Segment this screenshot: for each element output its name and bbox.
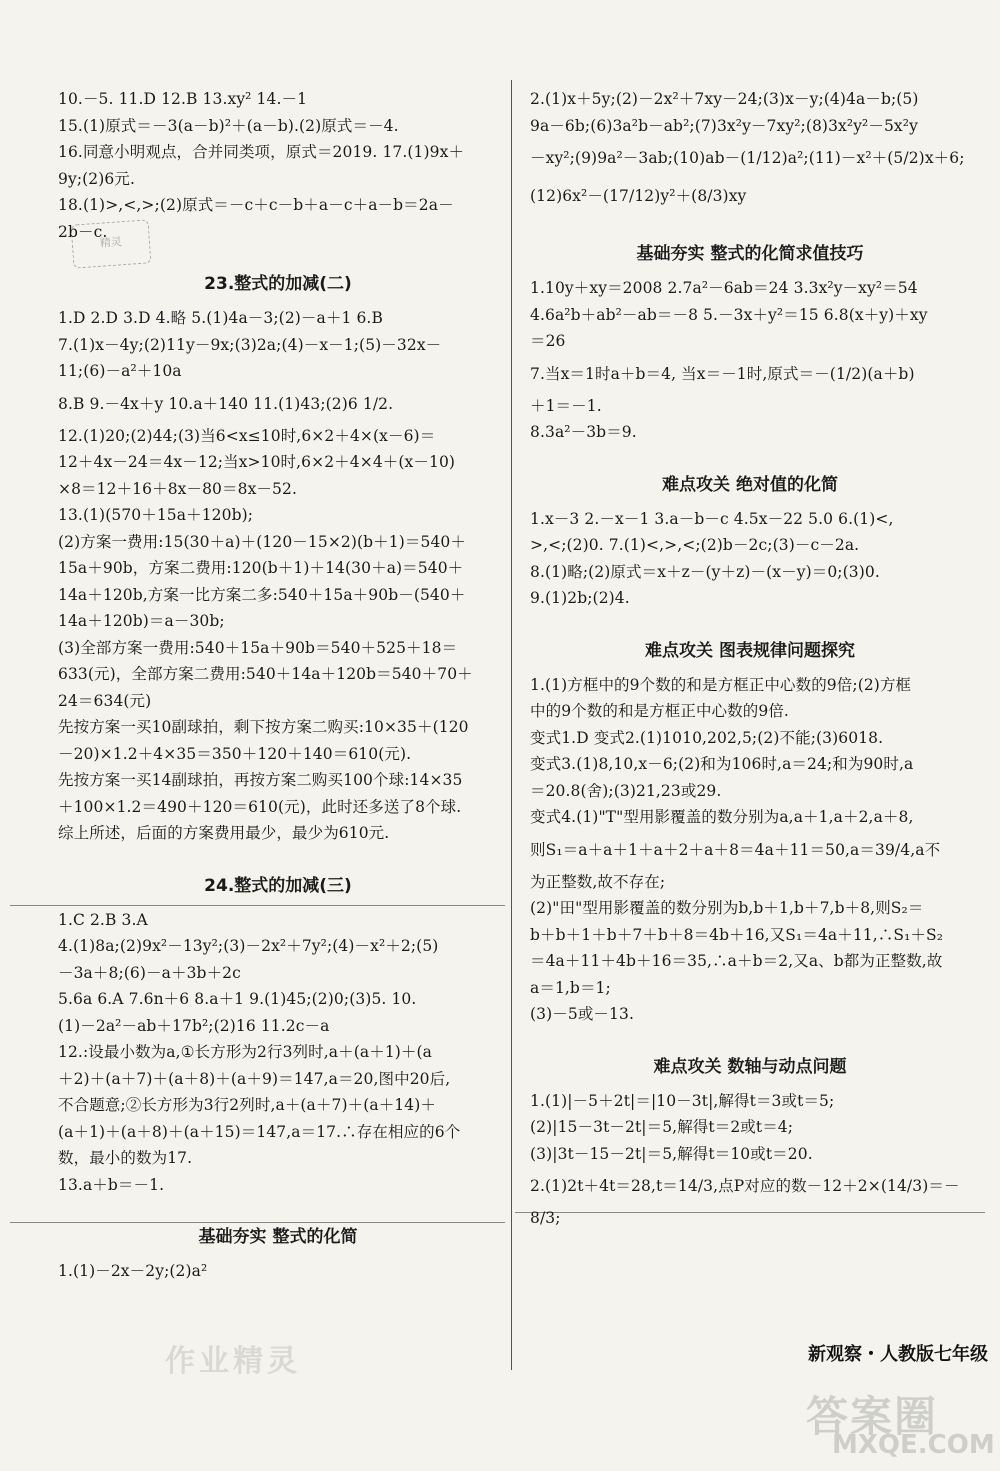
answer-line: 为正整数,故不存在; (530, 872, 666, 891)
answer-line: (2)"田"型用影覆盖的数分别为b,b＋1,b＋7,b＋8,则S₂＝ (530, 899, 924, 917)
section-heading: 难点攻关 数轴与动点问题 (653, 1056, 847, 1077)
answer-line: >,<;(2)0. 7.(1)<,>,<;(2)b－2c;(3)－c－2a. (530, 536, 860, 554)
watermark-title: 答案圈 (806, 1392, 939, 1441)
watermark: 作业精灵 (165, 1344, 301, 1379)
answer-line: 7.(1)x－4y;(2)11y－9x;(3)2a;(4)－x－1;(5)－32x－ (58, 335, 442, 354)
answer-line: ＝20.8(舍);(3)21,23或29. (530, 781, 722, 800)
answer-line: (2)|15－3t－2t|＝5,解得t＝2或t＝4; (530, 1118, 794, 1136)
answer-line: ＋2)＋(a＋7)＋(a＋8)＋(a＋9)＝147,a＝20,图中20后, (58, 1069, 451, 1088)
left-column (58, 86, 498, 1285)
answer-line: (a＋1)＋(a＋8)＋(a＋15)＝147,a＝17.∴存在相应的6个 (58, 1122, 461, 1141)
answer-line: 变式4.(1)"T"型用影覆盖的数分别为a,a＋1,a＋2,a＋8, (530, 808, 914, 826)
section-heading: 24.整式的加减(三) (204, 875, 352, 896)
answer-line: 9y;(2)6元. (58, 169, 135, 188)
answer-line: 变式1.D 变式2.(1)1010,202,5;(2)不能;(3)6018. (530, 728, 884, 747)
stamp-mark: 精灵 (71, 219, 152, 268)
answer-line: 1.(1)|－5＋2t|＝|10－3t|,解得t＝3或t＝5; (530, 1091, 835, 1110)
page-footer: 新观察・人教版七年级 (808, 1344, 988, 1365)
answer-line: 15a＋90b，方案二费用:120(b＋1)＋14(30＋a)＝540＋ (58, 559, 464, 577)
answer-line: (3)全部方案一费用:540＋15a＋90b＝540＋525＋18＝ (58, 638, 458, 657)
watermark-url: MXQE.COM (832, 1430, 995, 1460)
answer-line: (12)6x²－(17/12)y²＋(8/3)xy (530, 187, 747, 205)
answer-line: 12＋4x－24＝4x－12;当x>10时,6×2＋4×4＋(x－10) (58, 453, 456, 471)
answer-line: 13.a＋b＝－1. (58, 1175, 165, 1194)
answer-line: 数，最小的数为17. (58, 1149, 193, 1167)
answer-line: 1.(1)－2x－2y;(2)a² (58, 1262, 208, 1280)
answer-line: 12.:设最小数为a,①长方形为2行3列时,a＋(a＋1)＋(a (58, 1043, 433, 1061)
answer-line: 11;(6)－a²＋10a (58, 362, 182, 380)
answer-line: 7.当x＝1时a＋b＝4, 当x＝－1时,原式＝－(1/2)(a＋b) (530, 364, 915, 383)
column-divider (511, 80, 512, 1370)
answer-line: 8.(1)略;(2)原式＝x＋z－(y＋z)－(x－y)＝0;(3)0. (530, 562, 880, 581)
answer-line: 综上所述，后面的方案费用最少，最少为610元. (58, 824, 390, 842)
answer-line: 18.(1)>,<,>;(2)原式＝－c＋c－b＋a－c＋a－b＝2a－ (58, 196, 454, 214)
answer-line: ＝26 (530, 332, 566, 350)
answer-line: －3a＋8;(6)－a＋3b＋2c (58, 963, 241, 982)
answer-line: －xy²;(9)9a²－3ab;(10)ab－(1/12)a²;(11)－x²＋(5/2)x＋6; (530, 149, 965, 167)
answer-line: 14a＋120b,方案一比方案二多:540＋15a＋90b－(540＋ (58, 585, 466, 604)
answer-line: 1.C 2.B 3.A (58, 910, 148, 929)
answer-line: 9a－6b;(6)3a²b－ab²;(7)3x²y－7xy²;(8)3x²y²－5x²y (530, 116, 918, 135)
answer-line: 1.10y＋xy＝2008 2.7a²－6ab＝24 3.3x²y－xy²＝54 (530, 279, 918, 297)
answer-line: 24＝634(元) (58, 691, 152, 710)
answer-line: 2.(1)2t＋4t＝28,t＝14/3,点P对应的数－12＋2×(14/3)＝－ (530, 1177, 960, 1195)
answer-line: 1.D 2.D 3.D 4.略 5.(1)4a－3;(2)－a＋1 6.B (58, 309, 383, 327)
answer-line: 2b－c. (58, 222, 108, 241)
answer-line: ＝4a＋11＋4b＋16＝35,∴a＋b＝2,又a、b都为正整数,故 (530, 952, 943, 970)
answer-line: (3)|3t－15－2t|＝5,解得t＝10或t＝20. (530, 1144, 813, 1163)
answer-line: 中的9个数的和是方框正中心数的9倍. (530, 702, 789, 720)
answer-line: 2.(1)x＋5y;(2)－2x²＋7xy－24;(3)x－y;(4)4a－b;(5) (530, 90, 919, 108)
answer-line: －20)×1.2＋4×35＝350＋120＋140＝610(元). (58, 744, 412, 763)
section-heading: 23.整式的加减(二) (204, 274, 352, 294)
answer-line: 15.(1)原式＝－3(a－b)²＋(a－b).(2)原式＝－4. (58, 116, 399, 135)
answer-line: 9.(1)2b;(2)4. (530, 589, 630, 607)
answer-line: ×8＝12＋16＋8x－80＝8x－52. (58, 479, 297, 498)
answer-line: 8.3a²－3b＝9. (530, 423, 637, 441)
section-heading: 基础夯实 整式的化简 (198, 1227, 358, 1247)
answer-line: 则S₁＝a＋a＋1＋a＋2＋a＋8＝4a＋11＝50,a＝39/4,a不 (530, 840, 941, 859)
watermark-logo (806, 1384, 995, 1464)
answer-line: 4.6a²b＋ab²－ab＝－8 5.－3x＋y²＝15 6.8(x＋y)＋xy (530, 305, 928, 324)
answer-line: 变式3.(1)8,10,x－6;(2)和为106时,a＝24;和为90时,a (530, 755, 914, 773)
answer-line: 5.6a 6.A 7.6n＋6 8.a＋1 9.(1)45;(2)0;(3)5. 10. (58, 990, 417, 1008)
answer-line: 12.(1)20;(2)44;(3)当6<x≤10时,6×2＋4×(x－6)＝ (58, 426, 436, 445)
answer-line: 16.同意小明观点，合并同类项，原式＝2019. 17.(1)9x＋ (58, 143, 465, 161)
answer-line: (3)－5或－13. (530, 1005, 634, 1023)
answer-line: 不合题意;②长方形为3行2列时,a＋(a＋7)＋(a＋14)＋ (58, 1096, 436, 1114)
answer-line: 1.(1)方框中的9个数的和是方框正中心数的9倍;(2)方框 (530, 675, 912, 694)
answer-line: ＋100×1.2＝490＋120＝610(元)，此时还多送了8个球. (58, 797, 462, 816)
answer-line: 先按方案一买10副球拍，剩下按方案二购买:10×35＋(120 (58, 718, 469, 736)
answer-line: 8.B 9.－4x＋y 10.a＋140 11.(1)43;(2)6 1/2. (58, 394, 394, 413)
answer-line: 13.(1)(570＋15a＋120b); (58, 506, 254, 524)
answer-line: 8/3; (530, 1209, 561, 1227)
answer-line: (2)方案一费用:15(30＋a)＋(120－15×2)(b＋1)＝540＋ (58, 532, 466, 551)
answer-line: (1)－2a²－ab＋17b²;(2)16 11.2c－a (58, 1016, 330, 1035)
answer-line: ＋1＝－1. (530, 396, 602, 415)
section-heading: 难点攻关 绝对值的化简 (662, 474, 838, 495)
section-heading: 基础夯实 整式的化简求值技巧 (636, 244, 864, 264)
answer-line: 4.(1)8a;(2)9x²－13y²;(3)－2x²＋7y²;(4)－x²＋2;(5) (58, 937, 439, 955)
answer-line: b＋b＋1＋b＋7＋b＋8＝4b＋16,又S₁＝4a＋11,∴S₁＋S₂ (530, 925, 944, 944)
answer-line: 先按方案一买14副球拍，再按方案二购买100个球:14×35 (58, 771, 463, 789)
right-column (530, 86, 970, 1232)
answer-line: a＝1,b＝1; (530, 978, 611, 997)
answer-line: 10.－5. 11.D 12.B 13.xy² 14.－1 (58, 90, 308, 108)
answer-line: 1.x－3 2.－x－1 3.a－b－c 4.5x－22 5.0 6.(1)<, (530, 509, 894, 528)
answer-line: 633(元)，全部方案二费用:540＋14a＋120b＝540＋70＋ (58, 665, 473, 683)
answer-line: 14a＋120b)＝a－30b; (58, 612, 225, 630)
section-heading: 难点攻关 图表规律问题探究 (645, 640, 855, 661)
